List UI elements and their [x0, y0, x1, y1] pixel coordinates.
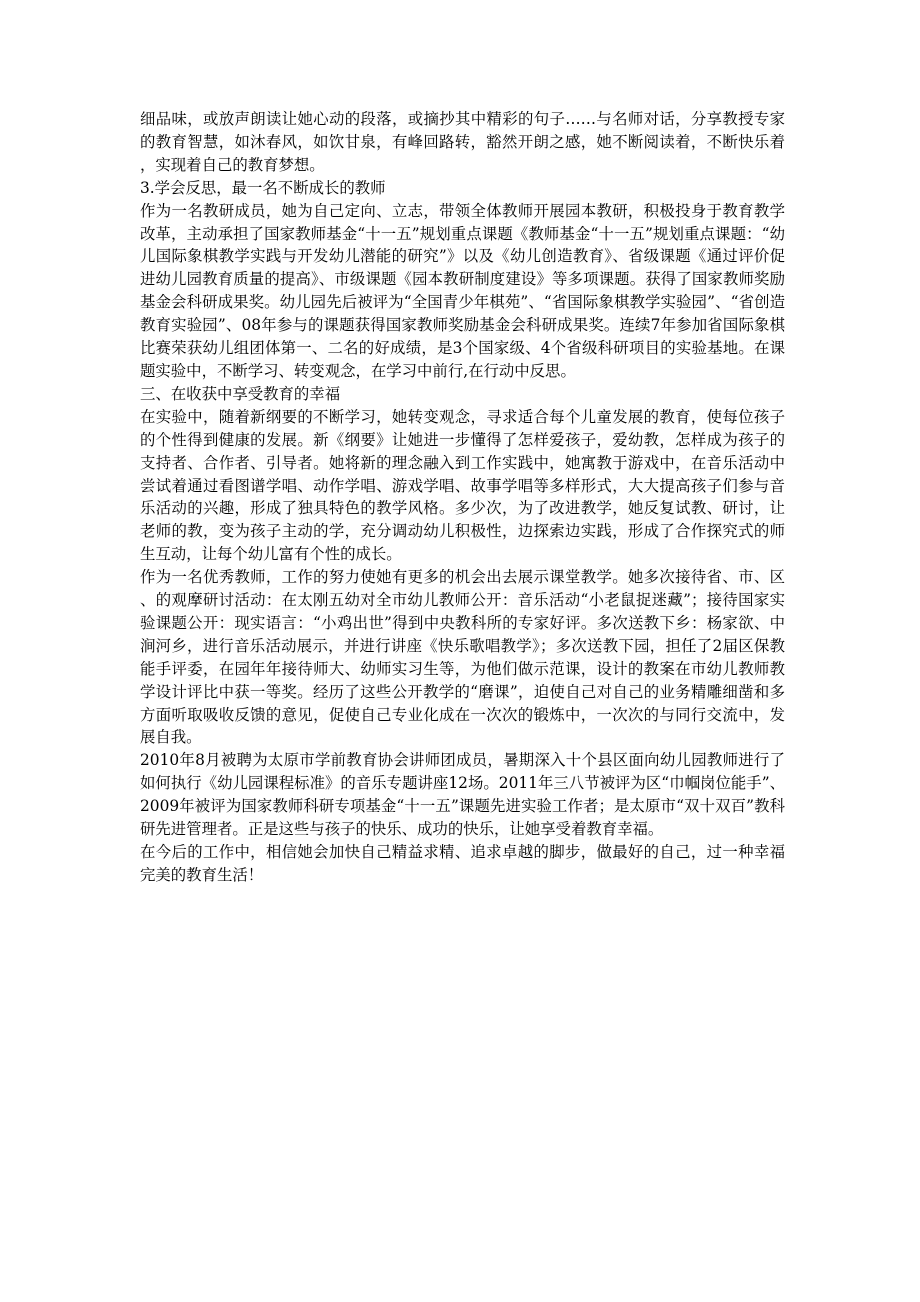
heading-section-three: 三、在收获中享受教育的幸福 [140, 384, 341, 403]
document-body [140, 108, 785, 887]
paragraph-research: 作为一名教研成员，她为自己定向、立志，带领全体教师开展园本教研，积极投身于教育教学改革，主动承担了国家教师基金“十一五”规划重点课题《教师基金“十一五”规划重点课题：“幼儿国际象棋教学实践与开发幼儿潜能的研究”》以及《幼儿创造教育》、省级课题《通过评价促进幼儿园教育质量的提高》、市级课题《园本教研制度建设》等多项课题。获得了国家教师奖励基金会科研成果奖。幼儿园先后被评为“全国青少年棋苑”、“省国际象棋教学实验园”、“省创造教育实验园”、08年参与的课题获得国家教师奖励基金会科研成果奖。连续7年参加省国际象棋比赛荣获幼儿组团体第一、二名的好成绩，是3个国家级、4个省级科研项目的实验基地。在课题实验中，不断学习、转变观念，在学习中前行,在行动中反思。 [140, 201, 785, 380]
heading-learn-reflection: 3.学会反思，最一名不断成长的教师 [140, 178, 386, 197]
paragraph-teaching-showcase: 作为一名优秀教师，工作的努力使她有更多的机会出去展示课堂教学。她多次接待省、市、区、的观摩研讨活动：在太刚五幼对全市幼儿教师公开：音乐活动“小老鼠捉迷藏”；接待国家实验课题公开：现实语言：“小鸡出世”得到中央教科所的专家好评。多次送教下乡：杨家欲、中涧河乡，进行音乐活动展示，并进行讲座《快乐歌唱教学》；多次送教下园，担任了2届区保教能手评委，在园年年接待师大、幼师实习生等，为他们做示范课，设计的教案在市幼儿教师教学设计评比中获一等奖。经历了这些公开教学的“磨课”，迫使自己对自己的业务精雕细凿和多方面听取吸收反馈的意见，促使自己专业化成在一次次的锻炼中，一次次的与同行交流中，发展自我。 [140, 568, 785, 747]
paragraph-honors: 2010年8月被聘为太原市学前教育协会讲师团成员，暑期深入十个县区面向幼儿园教师进行了如何执行《幼儿园课程标准》的音乐专题讲座12场。2011年三八节被评为区“巾帼岗位能手”、2009年被评为国家教师科研专项基金“十一五”课题先进实验工作者；是太原市“双十双百”教科研先进管理者。正是这些与孩子的快乐、成功的快乐，让她享受着教育幸福。 [140, 751, 785, 839]
paragraph-reading-continued: 细品味，或放声朗读让她心动的段落，或摘抄其中精彩的句子……与名师对话，分享教授专家的教育智慧，如沐春风，如饮甘泉，有峰回路转，豁然开朗之感，她不断阅读着，不断快乐着，实现着自己的教育梦想。 [140, 110, 785, 174]
paragraph-experiment: 在实验中，随着新纲要的不断学习，她转变观念，寻求适合每个儿童发展的教育，使每位孩子的个性得到健康的发展。新《纲要》让她进一步懂得了怎样爱孩子，爱幼教，怎样成为孩子的支持者、合作者、引导者。她将新的理念融入到工作实践中，她寓教于游戏中，在音乐活动中尝试着通过看图谱学唱、动作学唱、游戏学唱、故事学唱等多样形式，大大提高孩子们参与音乐活动的兴趣，形成了独具特色的教学风格。多少次，为了改进教学，她反复试教、研讨，让老师的教，变为孩子主动的学，充分调动幼儿积极性，边探索边实践，形成了合作探究式的师生互动，让每个幼儿富有个性的成长。 [140, 407, 785, 564]
paragraph-conclusion: 在今后的工作中，相信她会加快自己精益求精、追求卓越的脚步，做最好的自己，过一种幸福完美的教育生活！ [140, 843, 785, 884]
